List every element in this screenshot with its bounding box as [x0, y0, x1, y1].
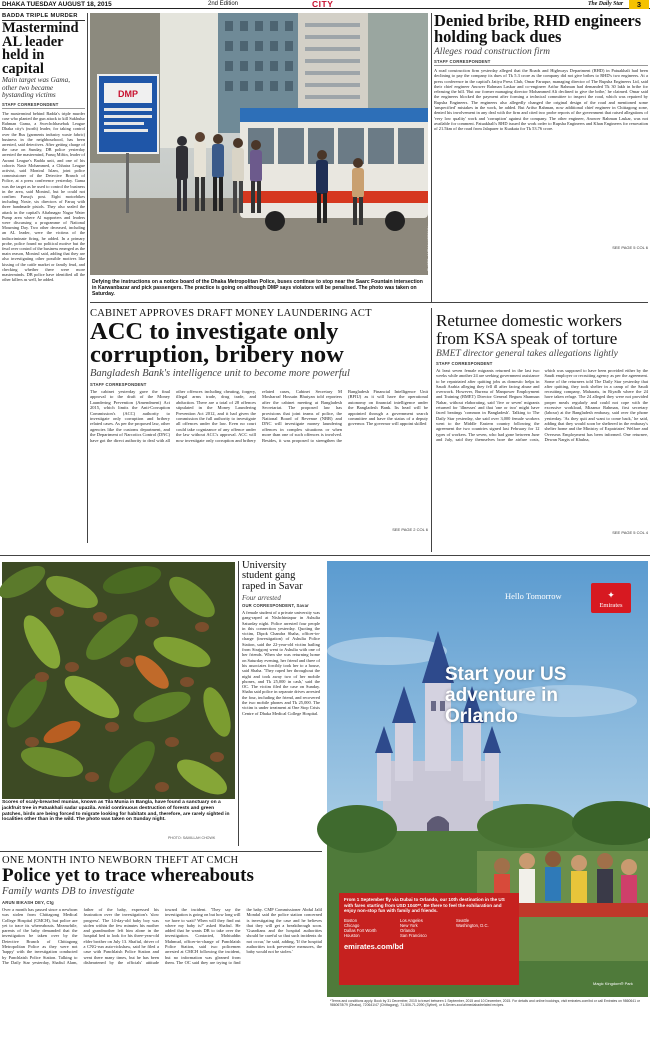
- story-kicker: University: [242, 560, 287, 571]
- ad-city: San Francisco: [400, 933, 427, 939]
- story-body: A road construction firm yesterday alleged that the Roads and Highways Department (RHD) in Patuakhali had been declining to pay the company its dues of Tk 5.3 crore as the company did not give bribes to RHD's two engineers. At a press conference in the capital's Jatiya Press Club, Omar Faruque, managing director of The Rupsha Engineers Ltd, said their chief engineer Anower Rahman Laskar and co-engineer Arifur Rahman had demanded Tk 30 lakh in bribe for releasing the bill. 'But our former managing director Mohammed Ali declined to give the bribe,' he claimed. Omar said the engineers blocked the payment after forming a technical committee to inspect the road, which was repaired by Rupsha Engineers. The engineers also allegedly changed the original design of the road and mentioned some 'unspecified' mistakes in the work, he added. But Arifur Rahman, now additional chief engineer in Chittagong zone, denied his involvement in any deal with the firm and cited two probe reports of the government that raised allegations of 'very low quality' work and 'corruption' against the company. The other engineer, Anower Rahman Laskar, was not available for comment. Patuakhali's RHD issued the work order to Rupsha Engineers and Khan Engineers for renovation of 21.5km of the road from Jalaparer to Kuakata for Tk 53.76 crore.: [434, 68, 648, 132]
- story-body: At least seven female migrants returned in the last two weeks while another 24 are seeking government assistance to be repatriated after quitting jobs as domestic helps in Saudi Arabia alleging they fell ill after facing abuse and overwork. However, Bureau of Manpower Employment and Training (BMET) Director General Begum Shamsun Nahar, without elaborating, said 'five or seven' migrants returned for 'illnesses' and that 'one or two' might have faced beatings 'common in Bangladesh'. Talking to The Daily Star yesterday, she said over 3,000 female workers went to the Middle Eastern country following the agreement the two countries signed last February for 12 types of workers. The seven, who had gone between June and July, said they themselves bore the airfare costs, which was supposed to have been provided either by the Saudi employer or recruiting agency as per the agreement. Some of the returnees told The Daily Star yesterday that after quitting, they took shelter in a camp of the Saudi recruiting company, Maharats, in Riyadh where the 24 have taken refuge. The 24 alleged they were not provided proper meals regularly and could not cope with the excessive workload, Mizanur Rahman, first secretary (labour) at the Bangladesh embassy, said over the phone yesterday. 'As they quit and want to come back,' he said, adding that they would soon be sheltered in the embassy's shelter home and the Ministry of Expatriates' Welfare and Overseas Employment has been informed. One returnee, Dewan Nargis of Khulna,: [436, 368, 648, 442]
- emirates-logo-emblem-icon: ✦: [607, 590, 615, 600]
- emirates-logo: [591, 583, 631, 613]
- bus: [240, 108, 428, 231]
- ad-offer-panel: [339, 893, 519, 985]
- story-cmch-newborn: [2, 855, 322, 1035]
- story-headline: Mastermind AL leader held in capital: [2, 20, 79, 77]
- ad-headline: Start your US adventure in Orlando: [445, 664, 567, 727]
- story-headline: student gang raped in Savar: [242, 570, 303, 592]
- ad-offer-text: From 1 September fly via Dubai to Orlando, our 10th destination in the US with fares starting from USD 1040**. Be there to feel the exhilaration and enjoy non-stop fun with family and friends.: [344, 897, 505, 914]
- notice-board-label: DMP: [118, 89, 138, 99]
- photo-caption: Defying the instructions on a notice board of the Dhaka Metropolitan Police, buses continue to stop near the Saarc Fountain intersection in Karwanbazar and pick passengers. The practice is going on although DMP says violators will be penalised. The photo was taken on Saturday.: [92, 279, 423, 298]
- story-byline: STAFF CORRESPONDENT: [434, 59, 648, 66]
- story-byline: ARUN BIKASH DEY, Ctg: [2, 900, 54, 905]
- story-byline: STAFF CORRESPONDENT: [436, 361, 493, 366]
- emirates-logo-text: Emirates: [599, 602, 623, 609]
- street-scene-illustration: [90, 13, 428, 275]
- story-headline: ACC to investigate only corruption, bribery now: [90, 318, 344, 368]
- story-savar: [242, 561, 320, 846]
- story-jump: SEE PAGE 5 COL 4: [612, 530, 648, 535]
- column-divider: [238, 561, 239, 846]
- ad-city: Orlando: [400, 928, 415, 934]
- ad-city: Los Angeles: [400, 917, 423, 923]
- masthead-dateline: DHAKA TUESDAY AUGUST 18, 2015: [2, 0, 112, 8]
- masthead: [0, 0, 650, 9]
- birds-on-tree-illustration: [2, 562, 235, 799]
- ad-url[interactable]: emirates.com/bd: [344, 942, 404, 952]
- photo-credit: PHOTO: AMRAN HOSSAIN: [427, 226, 431, 271]
- story-badda-murder: [2, 13, 85, 543]
- story-byline: OUR CORRESPONDENT, Savar: [242, 603, 309, 608]
- story-deck: Four arrested: [242, 594, 281, 602]
- ad-city: Seattle: [456, 917, 470, 923]
- story-rhd-bribe: [434, 13, 648, 303]
- masthead-section: CITY: [312, 0, 334, 9]
- column-divider: [431, 13, 432, 303]
- column-divider: [87, 13, 88, 543]
- photo-caption: Scores of scaly-breasted munias, known as Tila Munia in Bangla, have found a sanctuary on a jackfruit tree in Patuakhali sadar upazila. Amid continuous destruction of forests and green patches, birds are being forced to migrate looking for habitats and, therefore, are rarely sighted in localities other than in the wild. The photo was taken on Sunday night.: [2, 800, 230, 823]
- story-jump: SEE PAGE 5 COL 6: [612, 245, 648, 250]
- story-kicker: BADDA TRIPLE MURDER: [2, 13, 85, 21]
- story-deck: Alleges road construction firm: [434, 47, 551, 57]
- ad-city: Houston: [344, 933, 360, 939]
- story-body: Over a month has passed since a newborn was stolen from Chittagong Medical College Hospital (CMCH), but police are yet to trace its whereabouts. Meanwhile, parents of the baby demanded that the investigation be taken over by the Detective Branch of Chittagong Metropolitan Police as they were not 'happy' with the investigation conducted by Panchlaish Police Station. Talking to The Daily Star yesterday, Shafiul Alam, father of the baby, expressed his frustration over the investigation's 'slow progress'. The 14-day-old baby boy was stolen within the few minutes his mother and grandmother left him alone in the hospital bed to look for his three-year-old elder brother on July 13. Shafiul, driver of a CNG-run auto-rickshaw, said he filed a case with Panchlaish Police Station and went there many times, but he has been disheartened by the officials' attitude toward the incident. 'They say the investigation is going on but how long will we have to wait? When will they find out where my baby is?' asked Shafiul. He added that he wants DB to take over the investigation. Contacted, Mohiuddin Mahmud, officer-in-charge of Panchlaish Police Station, said two policemen arrested at CMCH following the incident, but no information was gleaned from them. The OC said they are trying to find the baby. CMP Commissioner Abdul Jalil Mondal said the police station concerned is investigating the case and he believes that they will get a breakthrough soon. 'Guardians and the hospital authorities should be careful so that such incidents do not occur,' he said, adding, 'If the hospital authorities took preventive measures, the baby would not be stolen.': [2, 907, 322, 965]
- building: [160, 13, 218, 148]
- story-body: The mastermind behind Badda's triple murder case who planted the gun attack to kill Sukhulur Rahman Gama, a Swechchhasebak League Dhaka city's (north) leader, for taking control over the Bus (garments industry waste fabric) business in the neighbourhood, has been arrested, said detectives. After getting charge of the case on Sunday, DB police yesterday arrested the mastermind, Faruq Miftin, leader of Awami League's Badda unit, and one of his cohorts Nasir Mohammed, a Chhatra League activist, said Monirul Islam, joint police commissioner of the Detective Branch of Police, at a press conference yesterday. Gama was the target as he used to control the business in the area, said Monirul, but he could not confirm Faruq's post. Eight motorbikes including Nosie, six directors of Faruq with three handmade pistols. They also sealed the attack in the capital's Aftabnagar Nagar Water Pump area where Al supporters and leaders were discussing a programme of National Mourning Day. Two other deceased, including an AL leader, were the victims of the indiscriminate firing, he added. In a primary probe, police found no political motive but the feud over control of the business emerged as the main reason, Monirul said, adding that they are also investigating other possible motives like kissing of the cattle market or family feud, and checking whether there were more masterminds. DB police have identified all the other killers as well, he added.: [2, 110, 85, 283]
- masthead-edition: 2nd Edition: [208, 0, 239, 7]
- story-kicker: CABINET APPROVES DRAFT MONEY LAUNDERING ACT: [90, 308, 372, 319]
- ad-city-list: [344, 918, 512, 939]
- story-headline: Denied bribe, RHD engineers holding back dues: [434, 11, 642, 46]
- story-deck: Main target was Gama, other two became bystanding victims: [2, 76, 71, 100]
- ad-city: Boston: [344, 917, 358, 923]
- story-deck: Family wants DB to investigate: [2, 886, 135, 897]
- story-deck: Bangladesh Bank's intelligence unit to become more powerful: [90, 368, 350, 379]
- story-byline: STAFF CORRESPONDENT: [2, 102, 85, 109]
- ad-fineprint: *Terms and conditions apply. Book by 31 December, 2015 to travel between 1 September, 2015 and 10 December, 2015. For details and online bookings, visit emirates.com/bd or call Emirates on 9860641 or 9860678/79 (Dhaka), 720641/47 (Chittagong), 71-506-71-2090 (Sylhet), or 6-Seven-zoo/ahmedabadrelated recipes.: [327, 997, 648, 1020]
- ad-destinations: [344, 918, 514, 939]
- story-jump: SEE PAGE 2 COL 6: [392, 527, 428, 532]
- ad-photo-label: Magic Kingdom® Park: [593, 981, 633, 986]
- section-divider: [90, 302, 648, 303]
- photo-credit: PHOTO: SAMILLAH CHOWK: [168, 836, 216, 840]
- section-divider: [0, 851, 322, 852]
- ad-city: New York: [400, 922, 418, 928]
- story-body: The cabinet yesterday gave the final approval to the draft of the Money Laundering Prevention (Amendment) Act 2015, which limits the Anti-Corruption Commission's (ACC) authority to investigate only corruption and bribery related cases. As per the proposed law, other agencies like the customs department, and the Department of Narcotics Control (DNC) have got the direct authority to deal with all other offences including cheating, forgery, illegal arms trade, drug trade, and abduction. There are a total of 28 offences stipulated in the Money Laundering Prevention Act 2012, and it had given the commission the full authority to investigate all offences under the law. Even no court could take cognizance of any offence under the law without ACC's approval. ACC will now investigate only corruption and bribery related cases, Cabinet Secretary M Mosharraf Hossain Bhuiyan told reporters after the cabinet meeting at Bangladesh Secretariat. The proposed law has provisions that joint teams of police, the National Board of Revenue (NBR) and DNC will investigate money laundering offences in complex situations or when more than one of such offences is involved. Besides, it was proposed to strengthen the Bangladesh Financial Intelligence Unit (BFIU) as it will have the operational autonomy on financial intelligence under the Bangladesh Bank. Its head will be appointed through a government search committee and have the status of a deputy governor. The governor will appoint skilled: [90, 389, 428, 443]
- ad-city: Dallas Fort Worth: [344, 928, 377, 934]
- photo-munia-birds: [2, 562, 235, 799]
- ad-city: Washington, D.C.: [456, 922, 489, 928]
- story-headline: Police yet to trace whereabouts: [2, 865, 254, 886]
- story-deck: BMET director general takes allegations lightly: [436, 349, 618, 359]
- page-number: 3: [629, 0, 649, 9]
- story-acc-corruption: [90, 308, 428, 552]
- ad-tagline: Hello Tomorrow: [505, 591, 562, 601]
- story-headline: Returnee domestic workers from KSA speak of torture: [436, 311, 622, 348]
- ad-city: Chicago: [344, 922, 360, 928]
- story-returnee-workers: [436, 312, 648, 552]
- story-kicker: ONE MONTH INTO NEWBORN THEFT AT CMCH: [2, 855, 239, 866]
- masthead-logo: The Daily Star: [588, 0, 624, 7]
- emirates-ad: [327, 561, 648, 1020]
- column-divider: [431, 308, 432, 552]
- photo-karwanbazar-buses: [90, 13, 431, 275]
- story-body: A female student of a private university was gang-raped at Nishchintapur in Ashulia Saturday night. Police arrested four people in this connection yesterday. Quoting the victim, Dipok Chandra Shaha, officer-in-charge (investigation) of Ashulia Police Station, said the 22-year-old victim hailing from Sirajgonj went to Ashulia with one of her friends. When she was returning home on Saturday evening, her friend and three of his associates forcibly took her to a house, said Shaha. 'They raped her throughout the night and took away two of her mobile phones, and Tk 25,000 in cash,' said the OC. The victim filed the case on Sunday. Shaha said police in separate drives arrested the four, including the friend, and recovered the two mobile phones and Tk 25,000. The victim is under treatment at One Stop Crisis Centre of Dhaka Medical College Hospital.: [242, 610, 320, 716]
- story-byline: STAFF CORRESPONDENT: [90, 382, 147, 387]
- section-divider: [0, 555, 650, 556]
